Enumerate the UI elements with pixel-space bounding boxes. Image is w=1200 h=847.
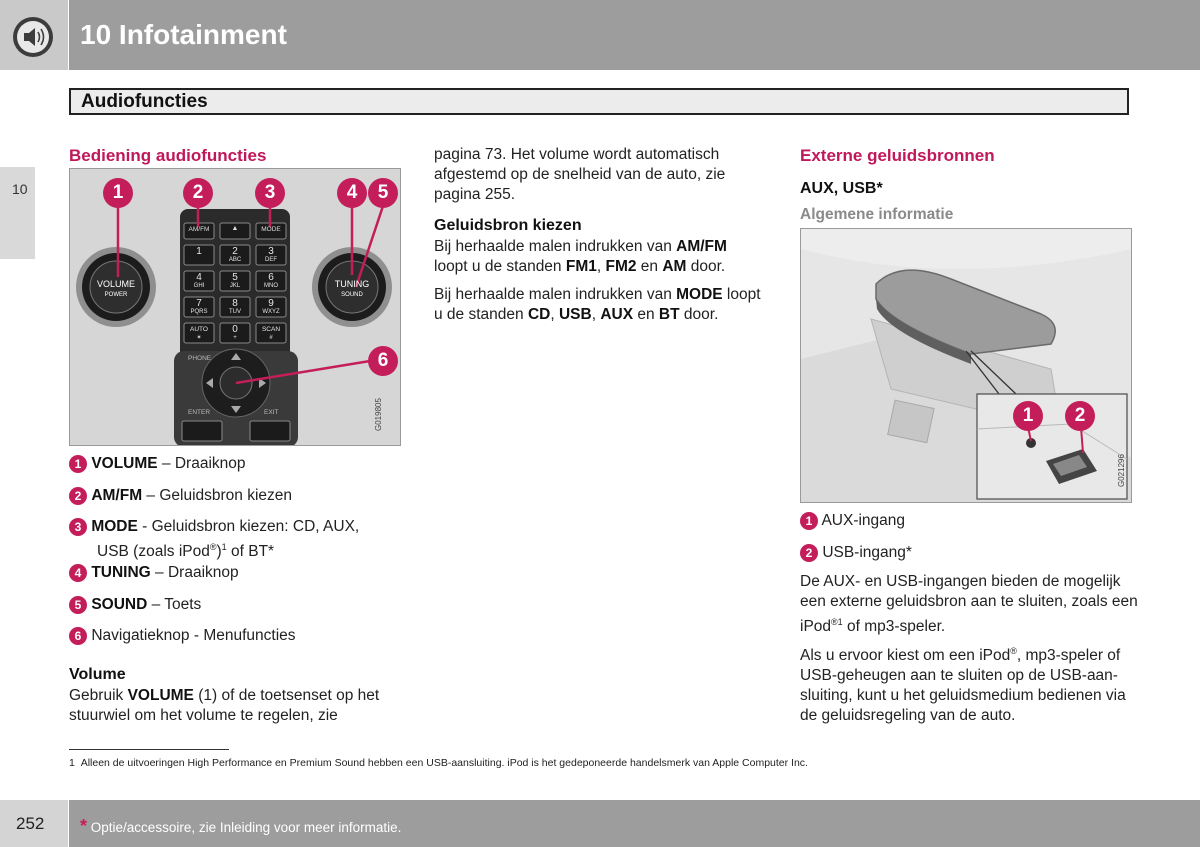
text-run: door. xyxy=(686,258,726,275)
control-panel-figure xyxy=(69,168,401,446)
footnote-rule xyxy=(69,749,229,750)
footer-note-text: Optie/accessoire, zie Inleiding voor meer informatie. xyxy=(90,820,402,835)
keypad-key-sub: PQRS xyxy=(190,309,208,315)
text-bold: CD xyxy=(527,306,551,323)
text-bold: FM1 xyxy=(565,258,597,275)
section-title-box xyxy=(69,88,1129,115)
legend-badge: 6 xyxy=(69,627,87,645)
keypad-key-sub: + xyxy=(233,335,237,341)
legend-text: USB-ingang* xyxy=(822,544,912,561)
keypad-key-main: 1 xyxy=(196,246,202,257)
text-run: Bij herhaalde malen indrukken van xyxy=(434,286,677,303)
paragraph-usb-control xyxy=(800,641,1140,726)
registered-mark: ® xyxy=(831,617,838,627)
keypad-key-sub: TUV xyxy=(229,309,241,315)
tuning-knob-label xyxy=(329,279,375,301)
heading-audio-controls: Bediening audiofuncties xyxy=(69,146,267,165)
keypad-key xyxy=(220,245,250,265)
legend-item xyxy=(800,543,1135,563)
footnote-number: 1 xyxy=(69,757,75,769)
text-run: , mp3-speler of USB-geheugen aan te sluiten op de USB-aan-sluiting, kunt u het geluidsmedium bedienen via de geluidsregeling van de auto. xyxy=(800,647,1126,725)
asterisk-icon: * xyxy=(80,816,88,836)
keypad-key xyxy=(184,271,214,291)
text-bold: USB xyxy=(558,306,592,323)
keypad-key xyxy=(256,245,286,265)
footnote-ref: 1 xyxy=(221,542,227,552)
key-mode-label: MODE xyxy=(261,226,281,233)
legend-text: - Geluidsbron kiezen: CD, AUX, xyxy=(137,518,360,535)
keypad-key-sub: ABC xyxy=(228,257,242,263)
keypad-key-main: 6 xyxy=(268,272,274,283)
callout-1: 1 xyxy=(103,178,133,208)
legend-item xyxy=(69,563,404,583)
keypad-key xyxy=(220,297,250,317)
heading-select-source: Geluidsbron kiezen xyxy=(434,217,582,234)
text-run: Bij herhaalde malen indrukken van xyxy=(434,238,677,255)
paragraph-volume xyxy=(69,686,404,726)
text-run: door. xyxy=(679,306,719,323)
section-title: Audiofuncties xyxy=(81,91,208,112)
heading-general-info: Algemene informatie xyxy=(800,206,954,223)
armrest-illustration xyxy=(801,229,1132,503)
text-bold: MODE xyxy=(676,286,723,303)
sound-knob-text: SOUND xyxy=(341,292,363,298)
keypad-key xyxy=(256,297,286,317)
legend-text: AUX-ingang xyxy=(821,512,906,529)
legend-item xyxy=(800,511,1135,531)
keypad-key-sub: ✶ xyxy=(196,335,202,341)
legend-badge: 2 xyxy=(800,544,818,562)
keypad-key-sub: DEF xyxy=(265,257,277,263)
text-run: Gebruik xyxy=(69,687,128,704)
key-exit-label: EXIT xyxy=(264,409,279,416)
keypad-key xyxy=(220,323,250,343)
figure-code: G019805 xyxy=(374,398,383,431)
keypad-key-main: 8 xyxy=(232,298,238,309)
text-run: loopt u de standen xyxy=(434,286,761,323)
legend-item xyxy=(69,454,404,474)
text-run: en xyxy=(636,258,663,275)
legend-item xyxy=(69,486,404,506)
text-run: of mp3-speler. xyxy=(842,618,946,636)
legend-term: AM/FM xyxy=(91,487,143,504)
footnote-text: Alleen de uitvoeringen High Performance en Premium Sound hebben een USB-aansluiting. iPod is het gedeponeerde handelsmerk van Apple Computer Inc. xyxy=(80,757,808,769)
keypad-key-main: 9 xyxy=(268,298,274,309)
text-bold: FM2 xyxy=(605,258,637,275)
registered-mark: ® xyxy=(209,542,217,552)
keypad-key-main: 3 xyxy=(268,246,274,257)
chapter-title: 10 Infotainment xyxy=(80,19,287,50)
key-up-label: ▲ xyxy=(231,225,239,232)
paragraph-aux-usb xyxy=(800,572,1140,637)
armrest-figure xyxy=(800,228,1132,503)
keypad-key-main: 5 xyxy=(232,272,238,283)
legend-text: – Geluidsbron kiezen xyxy=(142,487,293,504)
legend-text-cont: USB (zoals iPod xyxy=(97,543,210,561)
key-phone-label: PHONE xyxy=(188,355,212,362)
volume-knob-text: VOLUME xyxy=(96,279,135,289)
keypad-key-sub: # xyxy=(269,335,273,341)
keypad-key-sub: WXYZ xyxy=(262,309,280,315)
legend-badge: 3 xyxy=(69,518,87,536)
legend-badge: 5 xyxy=(69,596,87,614)
legend-text: – Draaiknop xyxy=(157,455,246,472)
callout-3: 3 xyxy=(255,178,285,208)
keypad-key xyxy=(184,297,214,317)
legend-text-end: of BT* xyxy=(226,543,275,561)
keypad-key xyxy=(256,271,286,291)
callout-2: 2 xyxy=(183,178,213,208)
legend-term: VOLUME xyxy=(91,455,158,472)
speaker-icon xyxy=(13,17,53,57)
callout-usb: 2 xyxy=(1065,401,1095,431)
footnote-ref: 1 xyxy=(837,617,843,627)
keypad-key-sub: GHI xyxy=(193,283,205,289)
tuning-knob-text: TUNING xyxy=(334,279,370,289)
footnote xyxy=(69,757,808,769)
legend-item xyxy=(69,626,404,646)
legend-badge: 2 xyxy=(69,487,87,505)
legend-text: – Toets xyxy=(147,596,202,613)
power-knob-text: POWER xyxy=(104,292,128,298)
text-bold: VOLUME xyxy=(127,687,194,704)
text-run: (1) of de toetsenset op het stuurwiel om het volume te regelen, zie xyxy=(69,687,380,724)
keypad-key-main: 2 xyxy=(232,246,238,257)
keypad-key-main: 0 xyxy=(232,324,238,335)
legend-text: – Draaiknop xyxy=(150,564,239,581)
legend-item xyxy=(69,595,404,615)
key-enter-label: ENTER xyxy=(188,409,211,416)
paragraph-continued: pagina 73. Het volume wordt automatisch afgestemd op de snelheid van de auto, zie pagina 255. xyxy=(434,146,726,203)
keypad-key xyxy=(184,245,214,256)
keypad-key xyxy=(220,271,250,291)
text-run: , xyxy=(591,306,601,323)
heading-external-sources: Externe geluidsbronnen xyxy=(800,146,995,165)
text-run: , xyxy=(596,258,606,275)
callout-6: 6 xyxy=(368,346,398,376)
legend-badge: 4 xyxy=(69,564,87,582)
text-bold: AUX xyxy=(600,306,634,323)
text-run: en xyxy=(633,306,659,323)
callout-aux: 1 xyxy=(1013,401,1043,431)
text-bold: AM xyxy=(662,258,687,275)
keypad-key xyxy=(184,323,214,343)
legend-term: TUNING xyxy=(91,564,151,581)
text-run: Als u ervoor kiest om een iPod xyxy=(800,647,1011,665)
keypad-key-main: SCAN xyxy=(261,326,281,333)
text-bold: BT xyxy=(658,306,680,323)
text-run: , xyxy=(550,306,559,323)
figure-code: G021296 xyxy=(1117,454,1126,487)
heading-volume: Volume xyxy=(69,666,126,683)
chapter-side-tab-number: 10 xyxy=(12,181,28,197)
page-number: 252 xyxy=(16,814,45,833)
keypad-key-main: 4 xyxy=(196,272,202,283)
paragraph-amfm xyxy=(434,237,764,277)
key-amfm-label: AM/FM xyxy=(188,226,210,233)
keypad-key-sub: JKL xyxy=(229,283,241,289)
keypad-key-main: AUTO xyxy=(190,326,208,333)
legend-badge: 1 xyxy=(69,455,87,473)
paragraph-mode xyxy=(434,285,769,325)
registered-mark: ® xyxy=(1010,646,1017,656)
text-run: loopt u de standen xyxy=(434,258,566,275)
heading-aux-usb: AUX, USB* xyxy=(800,180,883,197)
keypad-key-sub: MNO xyxy=(264,283,278,289)
legend-term: MODE xyxy=(91,518,138,535)
legend-term: SOUND xyxy=(91,596,148,613)
callout-5: 5 xyxy=(368,178,398,208)
legend-item: 3 MODE - Geluidsbron kiezen: CD, AUX, USB (zoals iPod®)$^1$ of BT* xyxy=(69,517,404,562)
keypad-key-main: 7 xyxy=(196,298,202,309)
keypad-key xyxy=(256,323,286,343)
legend-text: Navigatieknop - Menufuncties xyxy=(91,627,296,644)
legend-badge: 1 xyxy=(800,512,818,530)
footer-note xyxy=(80,816,401,837)
text-bold: AM/FM xyxy=(676,238,727,255)
volume-knob-label xyxy=(93,279,139,301)
text-run: De AUX- en USB-ingangen bieden de mogelijk een externe geluidsbron aan te sluiten, zoals een iPod xyxy=(800,573,1138,636)
callout-4: 4 xyxy=(337,178,367,208)
